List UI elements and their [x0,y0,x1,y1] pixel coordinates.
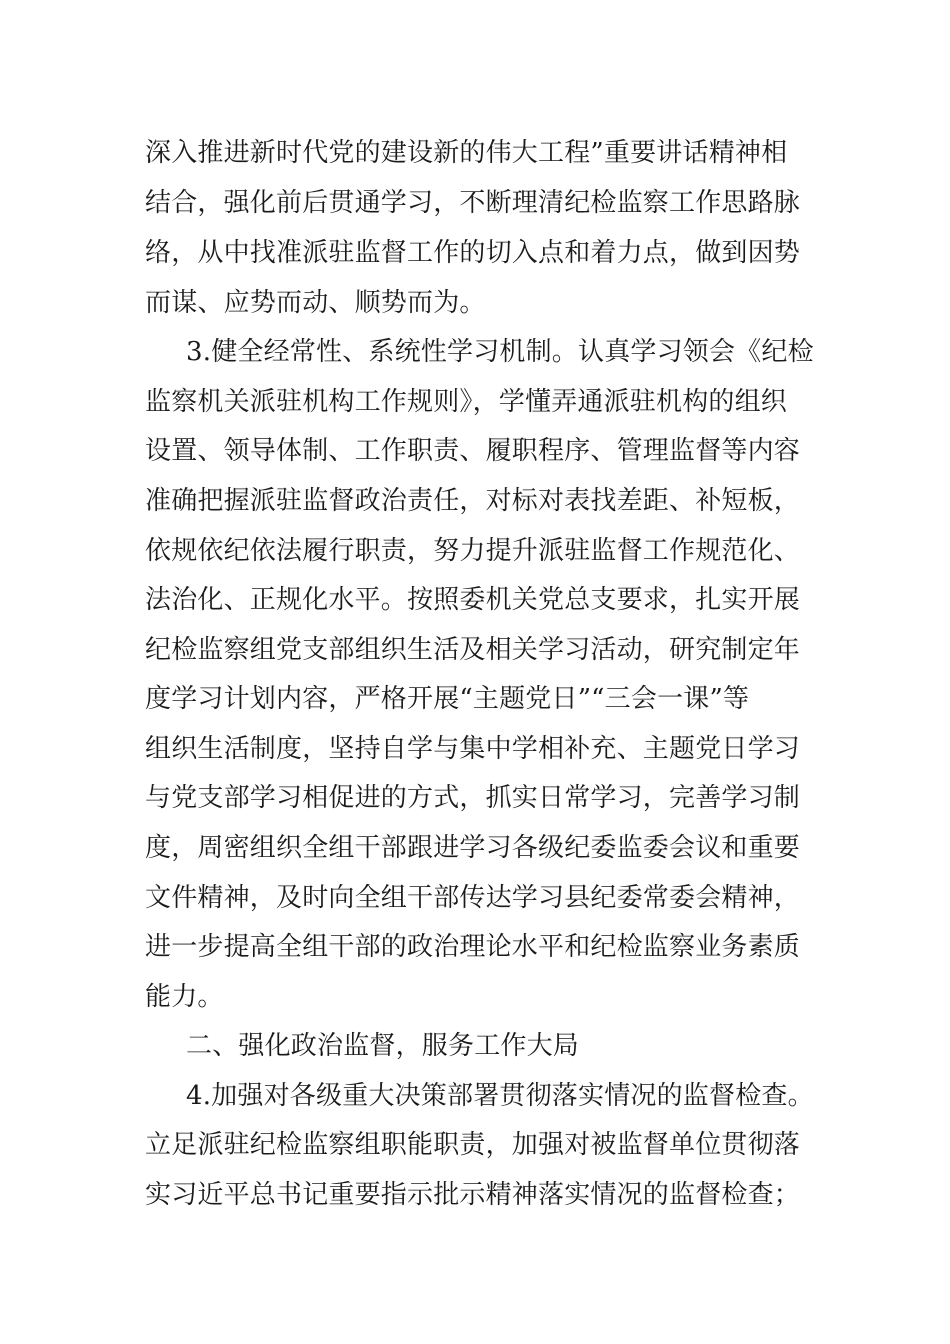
text-line: 度学习计划内容，严格开展“主题党日”“三会一课”等 [145,684,750,714]
text-line: 3.健全经常性、系统性学习机制。认真学习领会《纪检 [186,337,814,367]
text-line: 实习近平总书记重要指示批示精神落实情况的监督检查； [145,1180,801,1210]
text-line: 能力。 [145,982,224,1012]
text-line: 准确把握派驻监督政治责任，对标对表找差距、补短板， [145,486,801,516]
text-line: 进一步提高全组干部的政治理论水平和纪检监察业务素质 [145,932,801,962]
text-line: 依规依纪依法履行职责，努力提升派驻监督工作规范化、 [145,536,801,566]
text-line: 4.加强对各级重大决策部署贯彻落实情况的监督检查。 [186,1081,814,1111]
text-line: 而谋、应势而动、顺势而为。 [145,288,486,318]
text-line: 结合，强化前后贯通学习，不断理清纪检监察工作思路脉 [145,188,801,218]
text-line: 深入推进新时代党的建设新的伟大工程”重要讲话精神相 [145,138,788,168]
text-line: 组织生活制度，坚持自学与集中学相补充、主题党日学习 [145,734,801,764]
text-line: 与党支部学习相促进的方式，抓实日常学习，完善学习制 [145,783,801,813]
section-heading: 二、强化政治监督，服务工作大局 [186,1031,580,1061]
text-line: 立足派驻纪检监察组职能职责，加强对被监督单位贯彻落 [145,1130,801,1160]
text-line: 纪检监察组党支部组织生活及相关学习活动，研究制定年 [145,635,801,665]
text-line: 法治化、正规化水平。按照委机关党总支要求，扎实开展 [145,585,801,615]
text-line: 度，周密组织全组干部跟进学习各级纪委监委会议和重要 [145,833,801,863]
text-line: 监察机关派驻机构工作规则》，学懂弄通派驻机构的组织 [145,387,788,417]
text-line: 络，从中找准派驻监督工作的切入点和着力点，做到因势 [145,238,801,268]
text-line: 设置、领导体制、工作职责、履职程序、管理监督等内容 [145,436,801,466]
text-line: 文件精神，及时向全组干部传达学习县纪委常委会精神， [145,883,801,913]
